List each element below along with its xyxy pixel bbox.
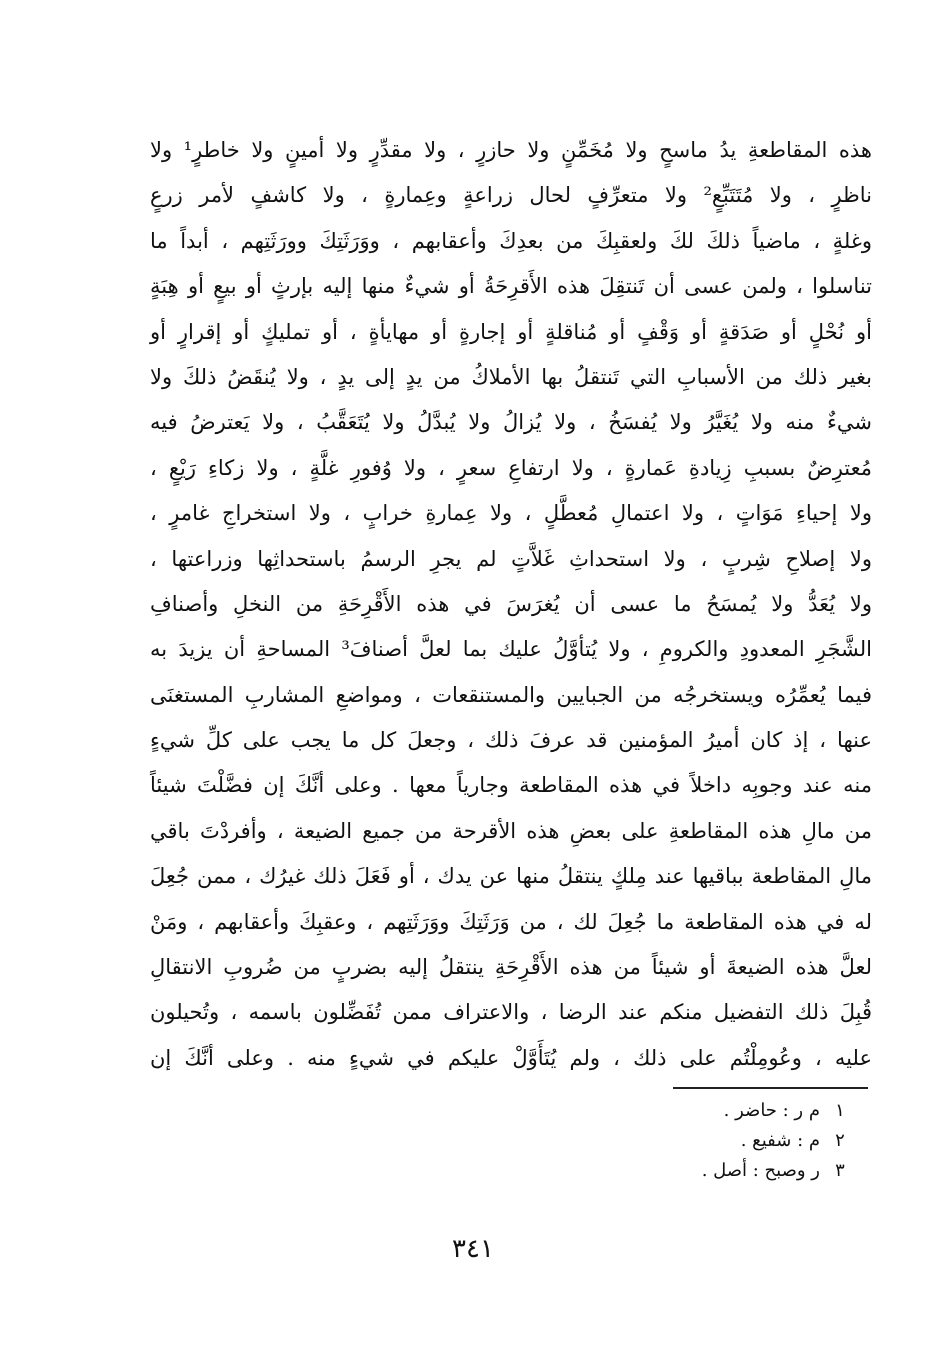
- text-line: له في هذه المقاطعة ما جُعِلَ لك ، من وَرَثَتِكَ ووَرَثَتِهم ، وعقبِكَ وأعقابهم ، ومَنْ: [150, 909, 872, 934]
- text-line: مُعترِضٌ بسببِ زِيادةِ عَمارةٍ ، ولا ارتفاعِ سعرٍ ، ولا وُفورِ غلَّةٍ ، ولا زكاءِ رَيْعٍ ،: [150, 455, 872, 480]
- footnote-item: [560, 1096, 860, 1126]
- footnote-number: ٢: [835, 1130, 845, 1151]
- text-line: الشَّجَرِ المعدودِ والكرومِ ، ولا يُتأوَّلُ عليك بما لعلَّ أصنافَ³ المساحةِ أن يزيدَ به: [150, 637, 873, 662]
- text-line: عنها ، إذ كان أميرُ المؤمنين قد عرفَ ذلك ، وجعلَ كل ما يجب على كلِّ شيءٍ: [150, 728, 872, 753]
- text-line: وغلةٍ ، ماضياً ذلكَ لكَ ولعقبِكَ من بعدِكَ وأعقابهم ، ووَرَثَتِكَ وورَثَتِهم ، أبداً ما: [150, 228, 872, 253]
- footnote-item: [560, 1156, 860, 1186]
- page-number: ٣٤١: [452, 1234, 494, 1264]
- text-line: تناسلوا ، ولمن عسى أن تَنتقِلَ هذه الأَقرِحَةُ أو شيءٌ منها إليه بإرثٍ أو بيعٍ أو هِبَةٍ: [150, 274, 872, 299]
- text-line: هذه المقاطعةِ يدُ ماسحٍ ولا مُخَمِّنٍ ولا حازرٍ ، ولا مقدِّرٍ ولا أمينٍ ولا خاطرٍ¹ ولا: [150, 138, 872, 162]
- text-line: ولا يُعَدُّ ولا يُمسَحُ ما عسى أن يُغرَسَ في هذه الأَقْرِحَةِ من النخلِ وأصنافِ: [150, 591, 872, 616]
- footnote-text: م ر : حاضر .: [723, 1100, 820, 1121]
- text-line: ناظرٍ ، ولا مُتَتَبِّعٍ² ولا متعرِّفٍ لحال زراعةٍ وعِمارةٍ ، ولا كاشفٍ لأمر زرعٍ: [150, 183, 872, 208]
- footnote-text: م : شفيع .: [740, 1130, 820, 1151]
- footnote-number: ٣: [835, 1160, 845, 1181]
- text-line: من مالِ هذه المقاطعةِ على بعضِ هذه الأقرحة من جميع الضيعة ، وأفردْتَ باقي: [150, 818, 872, 843]
- footnote-separator: [673, 1087, 868, 1089]
- footnotes: [560, 1096, 860, 1186]
- footnote-item: [560, 1126, 860, 1156]
- text-line: ولا إصلاحِ شِربٍ ، ولا استحداثِ غَلاَّتٍ لم يجرِ الرسمُ باستحداثِها وزراعتها ،: [150, 546, 872, 571]
- text-line: ولا إحياءِ مَوَاتٍ ، ولا اعتمالِ مُعطَّلٍ ، ولا عِمارةِ خرابٍ ، ولا استخراجِ غامرٍ ،: [150, 501, 872, 526]
- text-line: لعلَّ هذه الضيعةَ أو شيئاً من هذه الأَقْرِحَةِ ينتقلُ إليه بضربٍ من ضُروبِ الانتقالِ: [150, 955, 872, 980]
- text-line: شيءٌ منه ولا يُغَيَّرُ ولا يُفسَخُ ، ولا يُزالُ ولا يُبدَّلُ ولا يُتَعَقَّبُ ، ولا يَعترضُ فيه: [150, 410, 872, 435]
- text-line: أو نُحْلٍ أو صَدَقةٍ أو وَقْفٍ أو مُناقلةٍ أو إجارةٍ أو مهايأةٍ ، أو تمليكٍ أو إقرارٍ أو: [150, 319, 872, 344]
- text-line: فيما يُعمِّرُه ويستخرجُه من الجبايين والمستنقعات ، ومواضعِ المشاربِ المستغنَى: [150, 682, 872, 707]
- text-line: بغير ذلك من الأسبابِ التي تَنتقلُ بها الأملاكُ من يدٍ إلى يدٍ ، ولا يُنقَضُ ذلكَ ولا: [150, 364, 872, 389]
- main-text-block: [150, 128, 872, 1081]
- text-line: منه عند وجوبِه داخلاً في هذه المقاطعة وجارياً معها . وعلى أنَّكَ إن فضَّلْتَ شيئاً: [150, 773, 872, 798]
- footnote-text: ر وصبح : أصل .: [701, 1160, 820, 1181]
- footnote-number: ١: [835, 1100, 845, 1121]
- text-line: عليه ، وعُومِلْتُم على ذلك ، ولم يُتَأَوَّلْ عليكم في شيءٍ منه . وعلى أنَّكَ إن: [150, 1045, 872, 1070]
- text-line: مالِ المقاطعة بباقيها عند مِلكٍ ينتقلُ منها عن يدك ، أو فَعَلَ ذلك غيرُك ، ممن جُعِلَ: [150, 864, 872, 889]
- text-line: قُبِلَ ذلك التفضيل منكم عند الرضا ، والاعتراف ممن تُفَضِّلون باسمه ، وتُحيلون: [150, 1000, 872, 1025]
